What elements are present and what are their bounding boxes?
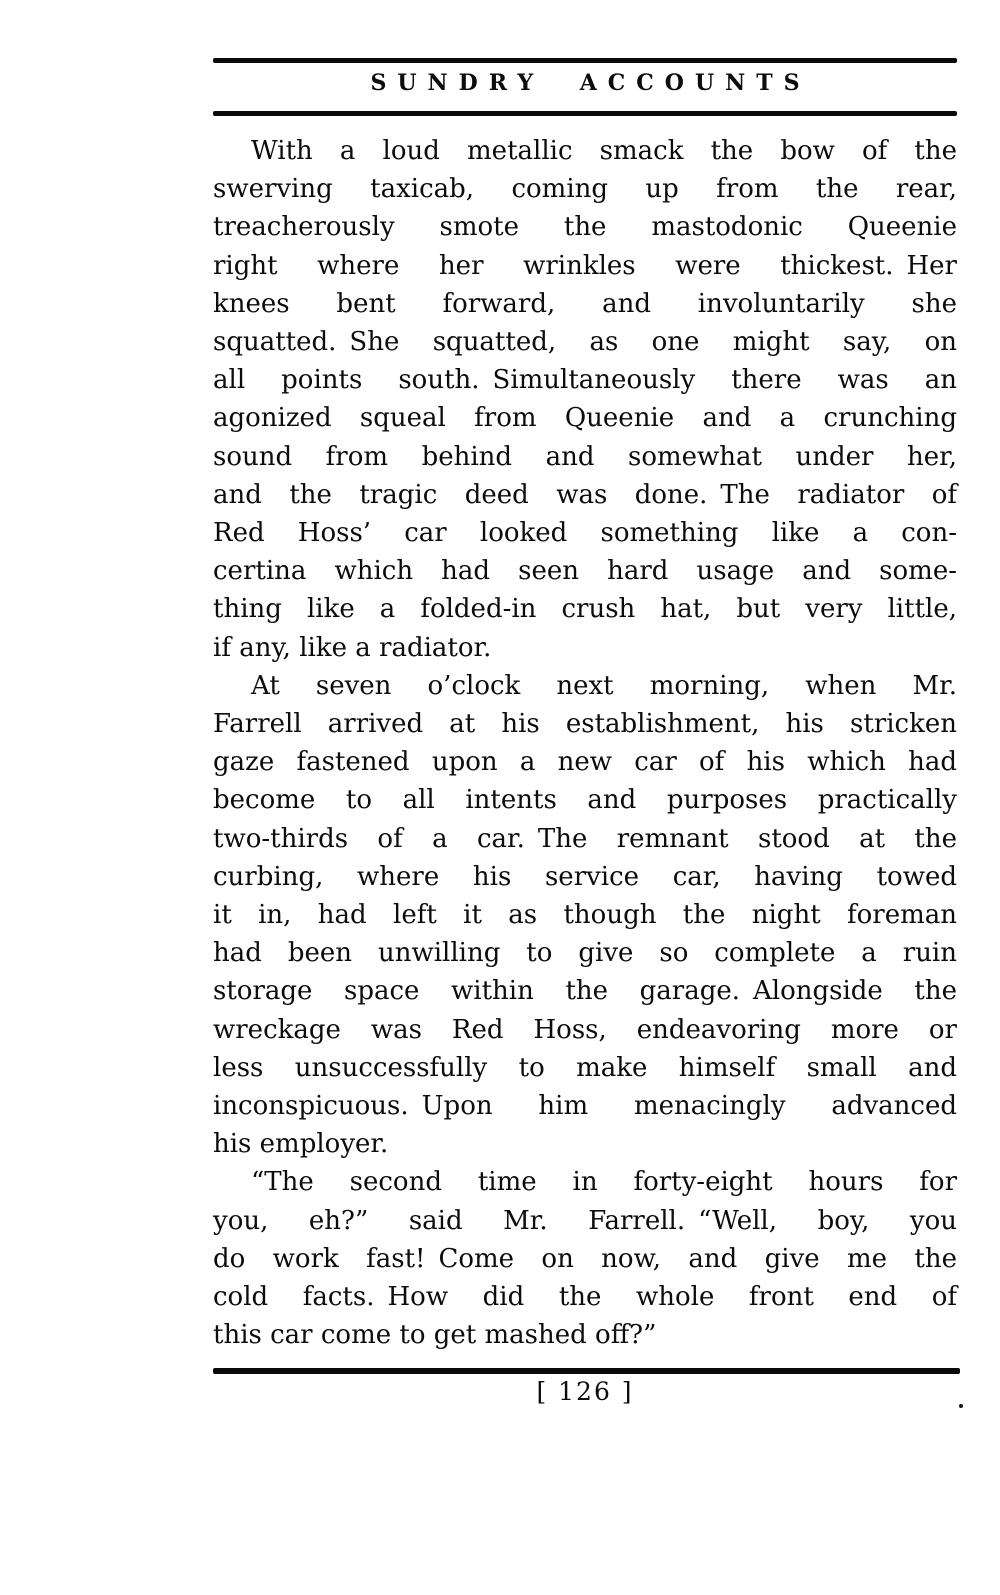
- text-line: if any, like a radiator.: [213, 632, 492, 663]
- paragraph: [213, 132, 957, 667]
- text-line: treacherously smote the mastodonic Queenie: [213, 212, 957, 243]
- header-rule-bottom: [213, 111, 957, 116]
- text-line: storage space within the garage. Alongside the: [213, 976, 957, 1007]
- text-line: swerving taxicab, coming up from the rear,: [213, 174, 957, 205]
- text-line: become to all intents and purposes practically: [213, 785, 957, 816]
- text-line: two-thirds of a car. The remnant stood at the: [213, 823, 957, 854]
- text-line: At seven o’clock next morning, when Mr.: [251, 670, 957, 701]
- page-body-text: [213, 132, 957, 1355]
- header-rule-top: [213, 58, 957, 63]
- text-line: wreckage was Red Hoss, endeavoring more or: [213, 1014, 957, 1045]
- text-line: “The second time in forty-eight hours for: [251, 1167, 957, 1198]
- scan-speck-artifact: [959, 1404, 963, 1408]
- page-number: [ 126 ]: [536, 1377, 634, 1406]
- text-line: thing like a folded-in crush hat, but very little,: [213, 594, 957, 625]
- paragraph: [213, 1163, 957, 1354]
- text-line: had been unwilling to give so complete a ruin: [213, 938, 957, 969]
- running-head-title: SUNDRY ACCOUNTS: [370, 70, 811, 96]
- text-line: cold facts. How did the whole front end of: [213, 1282, 957, 1313]
- text-line: and the tragic deed was done. The radiator of: [213, 479, 957, 510]
- text-line: all points south. Simultaneously there was an: [213, 365, 957, 396]
- text-line: curbing, where his service car, having towed: [213, 861, 957, 892]
- text-line: With a loud metallic smack the bow of the: [251, 136, 957, 166]
- text-line: right where her wrinkles were thickest. Her: [213, 250, 957, 281]
- text-line: sound from behind and somewhat under her,: [213, 441, 957, 472]
- text-line: his employer.: [213, 1129, 389, 1160]
- footer-rule: [213, 1368, 960, 1374]
- text-line: this car come to get mashed off?”: [213, 1320, 657, 1351]
- text-line: inconspicuous. Upon him menacingly advanced: [213, 1091, 957, 1122]
- text-line: it in, had left it as though the night foreman: [213, 900, 957, 931]
- text-line: less unsuccessfully to make himself small and: [213, 1052, 957, 1083]
- text-line: squatted. She squatted, as one might say, on: [213, 327, 957, 358]
- paragraph: [213, 667, 957, 1164]
- text-line: certina which had seen hard usage and some-: [213, 556, 957, 587]
- text-line: knees bent forward, and involuntarily she: [213, 288, 957, 319]
- text-line: agonized squeal from Queenie and a crunching: [213, 403, 957, 434]
- text-line: Red Hoss’ car looked something like a con-: [213, 518, 957, 549]
- text-line: do work fast! Come on now, and give me the: [213, 1243, 957, 1274]
- text-line: Farrell arrived at his establishment, his stricken: [213, 709, 957, 740]
- text-line: gaze fastened upon a new car of his which had: [213, 747, 957, 778]
- text-line: you, eh?” said Mr. Farrell. “Well, boy, you: [213, 1205, 957, 1236]
